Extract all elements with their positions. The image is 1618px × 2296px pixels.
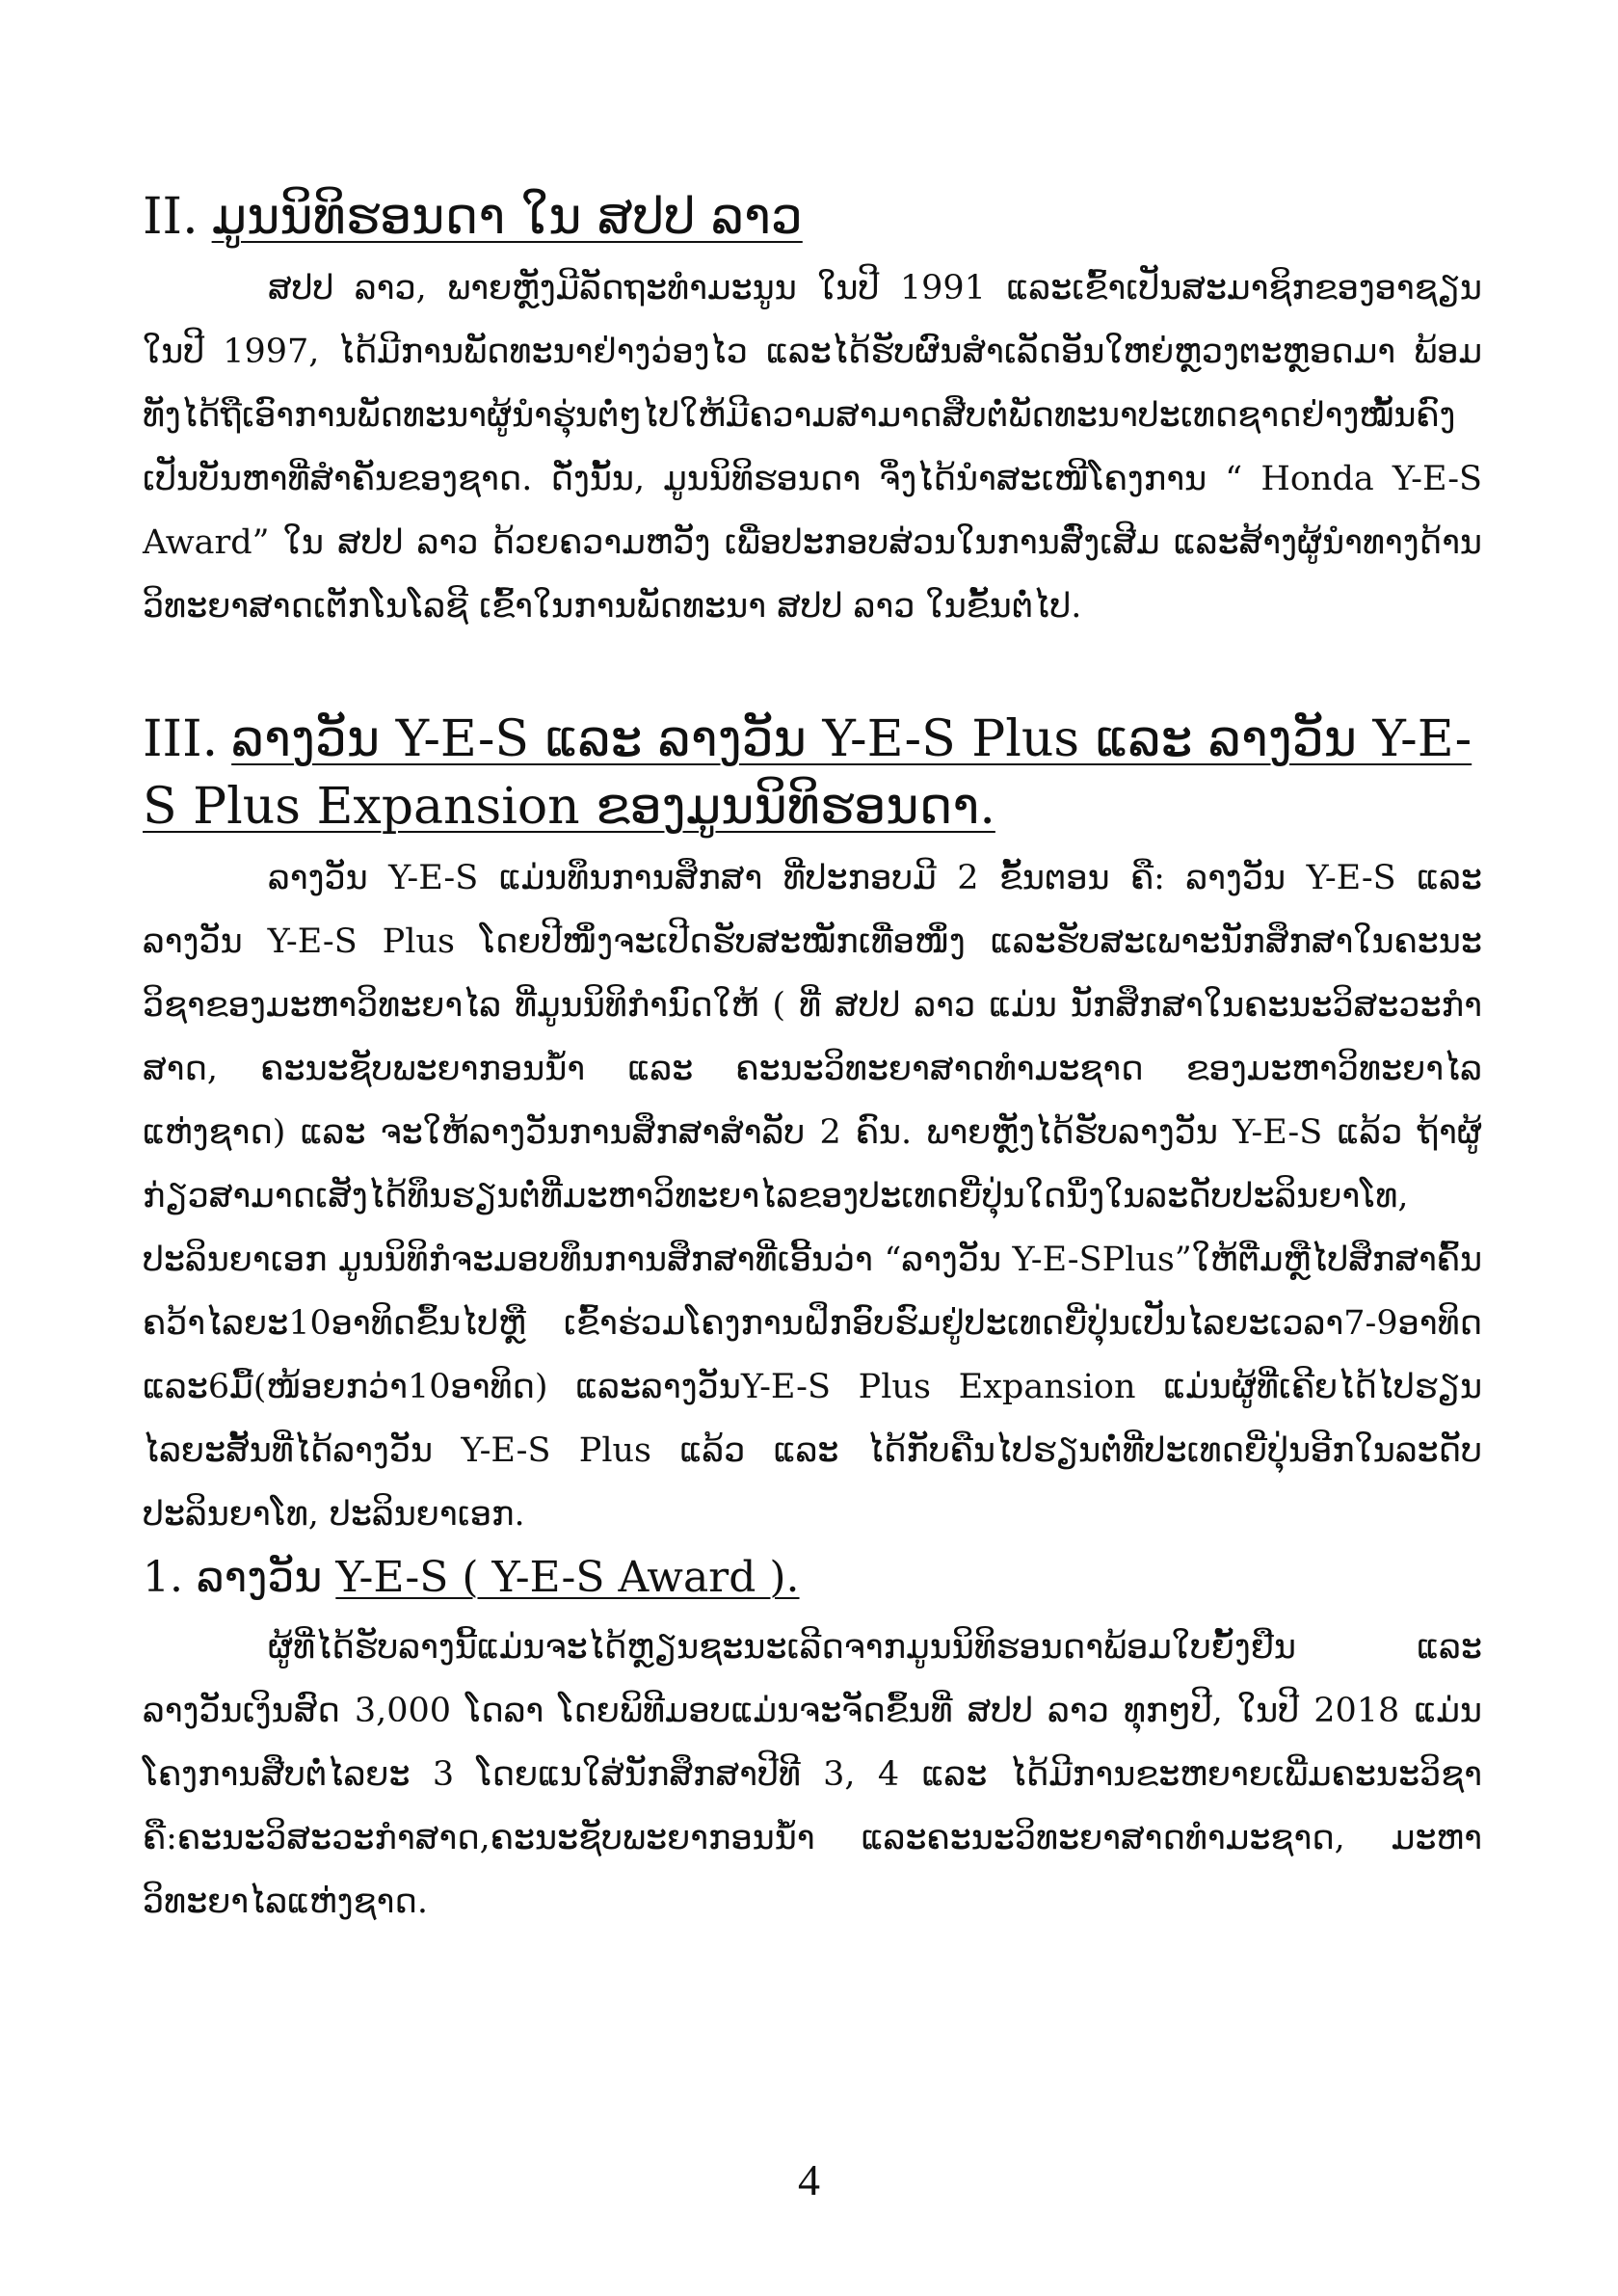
section-2-paragraph: ສປປ ລາວ, ພາຍຫຼັງມີລັດຖະທຳມະນູນ ໃນປີ 1991 ແລະເຂົ້າເປັນສະມາຊິກຂອງອາຊຽນ ໃນປີ 1997, ໄດ້ມີການພັດທະນາຢ່າງວ່ອງໄວ ແລະໄດ້ຮັບຜົນສຳເລັດອັນໃຫຍ່ຫຼວງຕະຫຼອດມາ ພ້ອມທັງໄດ້ຖືເອົາການພັດທະນາຜູ້ນຳຮຸ່ນຕໍ່ໆໄປໃຫ້ມີຄວາມສາມາດສືບຕໍ່ພັດທະນາປະເທດຊາດຢ່າງໝັ້ນຄົງເປັນບັນຫາທີ່ສຳຄັນຂອງຊາດ. ດັ່ງນັ້ນ, ມູນນິທິຮອນດາ ຈຶ່ງໄດ້ນຳສະເໜີໂຄງການ “ Honda Y-E-S Award” ໃນ ສປປ ລາວ ດ້ວຍຄວາມຫວັງ ເພື່ອປະກອບສ່ວນໃນການສົ່ງເສີມ ແລະສ້າງຜູ້ນຳທາງດ້ານວິທະຍາສາດເຕັກໂນໂລຊີ ເຂົ້າໃນການພັດທະນາ ສປປ ລາວ ໃນຂັ້ນຕໍ່ໄປ. [143, 269, 1482, 626]
subsection-1-prefix: ລາງວັນ [196, 1553, 323, 1602]
subsection-1-heading [143, 1546, 1482, 1610]
page-number: 4 [798, 2155, 820, 2204]
section-spacer [143, 638, 1482, 706]
document-page [143, 183, 1482, 1934]
subsection-1-title: Y-E-S ( Y-E-S Award ). [335, 1553, 800, 1602]
section-3-number: III. [143, 710, 219, 768]
section-2-heading [143, 183, 1482, 251]
subsection-1-number: 1. [143, 1553, 183, 1602]
section-3-paragraph: ລາງວັນ Y-E-S ແມ່ນທຶນການສຶກສາ ທີ່ປະກອບມີ 2 ຂັ້ນຕອນ ຄື: ລາງວັນ Y-E-S ແລະລາງວັນ Y-E-S Plus ໂດຍປີໜຶ່ງຈະເປີດຮັບສະໝັກເທື່ອໜຶ່ງ ແລະຮັບສະເພາະນັກສຶກສາໃນຄະນະວິຊາຂອງມະຫາວິທະຍາໄລ ທີ່ມູນນິທິກຳນົດໃຫ້ ( ທີ່ ສປປ ລາວ ແມ່ນ ນັກສຶກສາໃນຄະນະວິສະວະກຳສາດ, ຄະນະຊັບພະຍາກອນນ້ຳ ແລະ ຄະນະວິທະຍາສາດທຳມະຊາດ ຂອງມະຫາວິທະຍາໄລແຫ່ງຊາດ) ແລະ ຈະໃຫ້ລາງວັນການສຶກສາສຳລັບ 2 ຄົນ. ພາຍຫຼັງໄດ້ຮັບລາງວັນ Y-E-S ແລ້ວ ຖ້າຜູ້ກ່ຽວສາມາດເສັງໄດ້ທຶນຮຽນຕໍ່ທີ່ມະຫາວິທະຍາໄລຂອງປະເທດຍີ່ປຸ່ນໃດນຶ່ງໃນລະດັບປະລິນຍາໂທ, ປະລິນຍາເອກ ມູນນິທິກໍຈະມອບທຶນການສຶກສາທີ່ເອີ້ນວ່າ “ລາງວັນ Y-E-SPlus”ໃຫ້ຕື່ມຫຼືໄປສຶກສາຄົ້ນຄວ້າໄລຍະ10ອາທິດຂຶ້ນໄປຫຼື ເຂົ້າຮ່ວມໂຄງການຝຶກອົບຮົມຢູ່ປະເທດຍີ່ປຸ່ນເປັນໄລຍະເວລາ7-9ອາທິດ ແລະ6ມື້(ໜ້ອຍກວ່າ10ອາທິດ) ແລະລາງວັນY-E-S Plus Expansion ແມ່ນຜູ້ທີ່ເຄີຍໄດ້ໄປຮຽນໄລຍະສັ້ນທີ່ໄດ້ລາງວັນ Y-E-S Plus ແລ້ວ ແລະ ໄດ້ກັບຄືນໄປຮຽນຕໍ່ທີ່ປະເທດຍີ່ປຸ່ນອີກໃນລະດັບປະລິນຍາໂທ, ປະລິນຍາເອກ. [143, 859, 1482, 1534]
section-2-number: II. [143, 188, 199, 246]
section-2-title: ມູນນິທິຮອນດາ ໃນ ສປປ ລາວ [211, 188, 803, 246]
subsection-1-paragraph: ຜູ້ທີ່ໄດ້ຮັບລາງນີ້ແມ່ນຈະໄດ້ຫຼຽນຊະນະເລີດຈາກມູນນິທິຮອນດາພ້ອມໃບຍັ້ງຢືນ ແລະ ລາງວັນເງິນສົດ 3,000 ໂດລາ ໂດຍພິທີມອບແມ່ນຈະຈັດຂຶ້ນທີ່ ສປປ ລາວ ທຸກໆປີ, ໃນປີ 2018 ແມ່ນໂຄງການສືບຕໍ່ໄລຍະ 3 ໂດຍແນໃສ່ນັກສຶກສາປີທີ 3, 4 ແລະ ໄດ້ມີການຂະຫຍາຍເພີ່ມຄະນະວິຊາຄື:ຄະນະວິສະວະກຳສາດ,ຄະນະຊັບພະຍາກອນນ້ຳ ແລະຄະນະວິທະຍາສາດທຳມະຊາດ, ມະຫາວິທະຍາໄລແຫ່ງຊາດ. [143, 1628, 1482, 1921]
section-3-title: ລາງວັນ Y-E-S ແລະ ລາງວັນ Y-E-S Plus ແລະ ລາງວັນ Y-E-S Plus Expansion ຂອງມູນນິທິຮອນດາ. [143, 710, 1472, 836]
section-3-heading [143, 706, 1482, 841]
